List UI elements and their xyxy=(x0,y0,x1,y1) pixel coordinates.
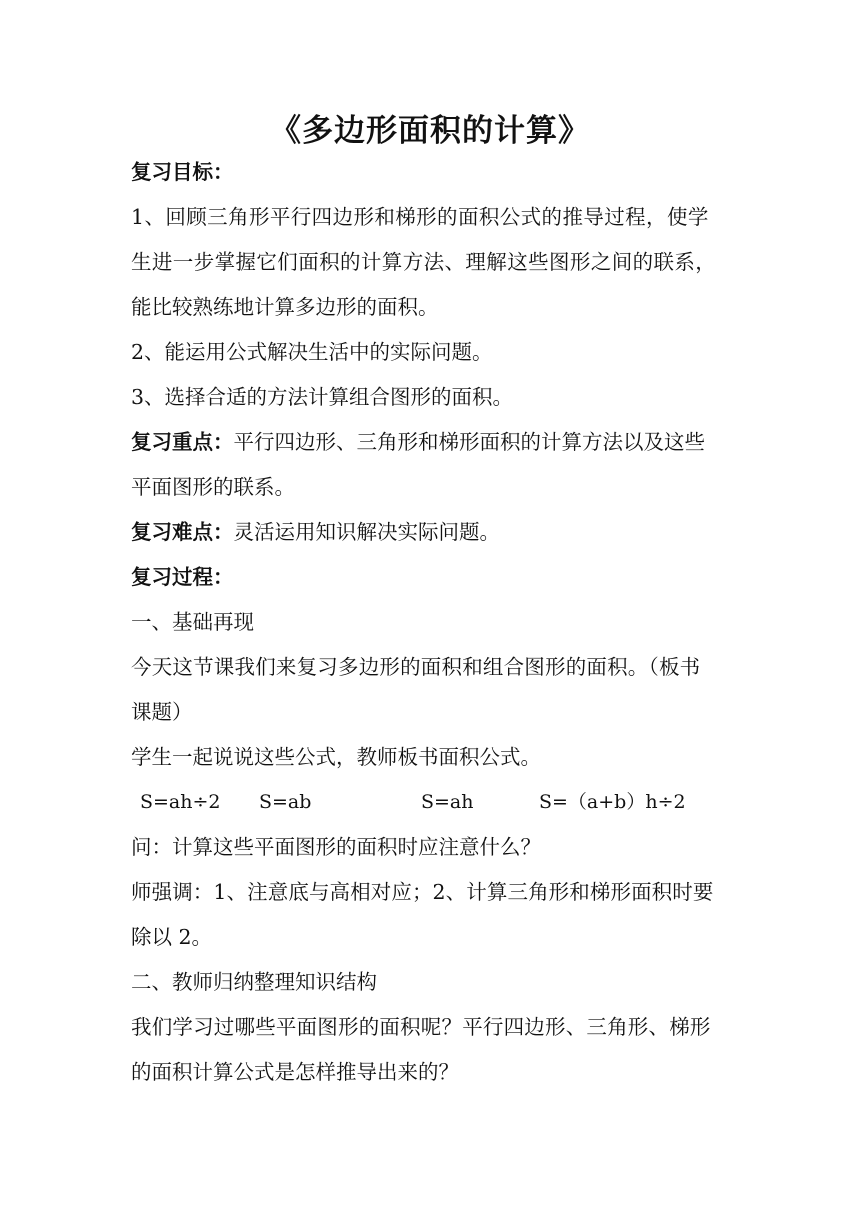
goal-2: 2、能运用公式解决生活中的实际问题。 xyxy=(131,340,493,364)
document-title: 《多边形面积的计算》 xyxy=(270,113,590,149)
goal-1-line-1: 1、回顾三角形平行四边形和梯形的面积公式的推导过程，使学 xyxy=(131,205,709,229)
section-2-heading: 二、教师归纳整理知识结构 xyxy=(131,970,377,994)
emphasis-line-2: 除以 2。 xyxy=(131,925,213,949)
key-points-label: 复习重点： xyxy=(131,430,234,454)
students-instruction: 学生一起说说这些公式，教师板书面积公式。 xyxy=(131,745,541,769)
goal-1-line-3: 能比较熟练地计算多边形的面积。 xyxy=(131,295,439,319)
key-points-text: 平行四边形、三角形和梯形面积的计算方法以及这些 xyxy=(233,430,705,454)
difficulty-paragraph xyxy=(131,517,741,547)
goals-heading: 复习目标： xyxy=(131,160,234,184)
formula-triangle: S=ah÷2 xyxy=(140,791,221,813)
formula-rectangle: S=ab xyxy=(259,791,312,813)
formula-row xyxy=(131,787,741,817)
intro-line-2: 课题） xyxy=(131,700,193,724)
goal-1-line-2: 生进一步掌握它们面积的计算方法、理解这些图形之间的联系， xyxy=(131,250,717,274)
intro-line-1: 今天这节课我们来复习多边形的面积和组合图形的面积。（板书 xyxy=(131,655,701,679)
key-points-text-line-2: 平面图形的联系。 xyxy=(131,475,295,499)
process-heading: 复习过程： xyxy=(131,565,234,589)
difficulty-text: 灵活运用知识解决实际问题。 xyxy=(233,520,500,544)
question: 问：计算这些平面图形的面积时应注意什么？ xyxy=(131,835,541,859)
formula-trapezoid: S=（a+b）h÷2 xyxy=(539,791,686,813)
difficulty-label: 复习难点： xyxy=(131,520,234,544)
section-1-heading: 一、基础再现 xyxy=(131,610,254,634)
emphasis-line-1: 师强调：1、注意底与高相对应；2、计算三角形和梯形面积时要 xyxy=(131,880,714,904)
closing-line-2: 的面积计算公式是怎样推导出来的？ xyxy=(131,1060,459,1084)
goal-3: 3、选择合适的方法计算组合图形的面积。 xyxy=(131,385,514,409)
key-points-paragraph xyxy=(131,427,741,457)
closing-line-1: 我们学习过哪些平面图形的面积呢？平行四边形、三角形、梯形 xyxy=(131,1015,711,1039)
formula-parallelogram: S=ah xyxy=(421,791,474,813)
